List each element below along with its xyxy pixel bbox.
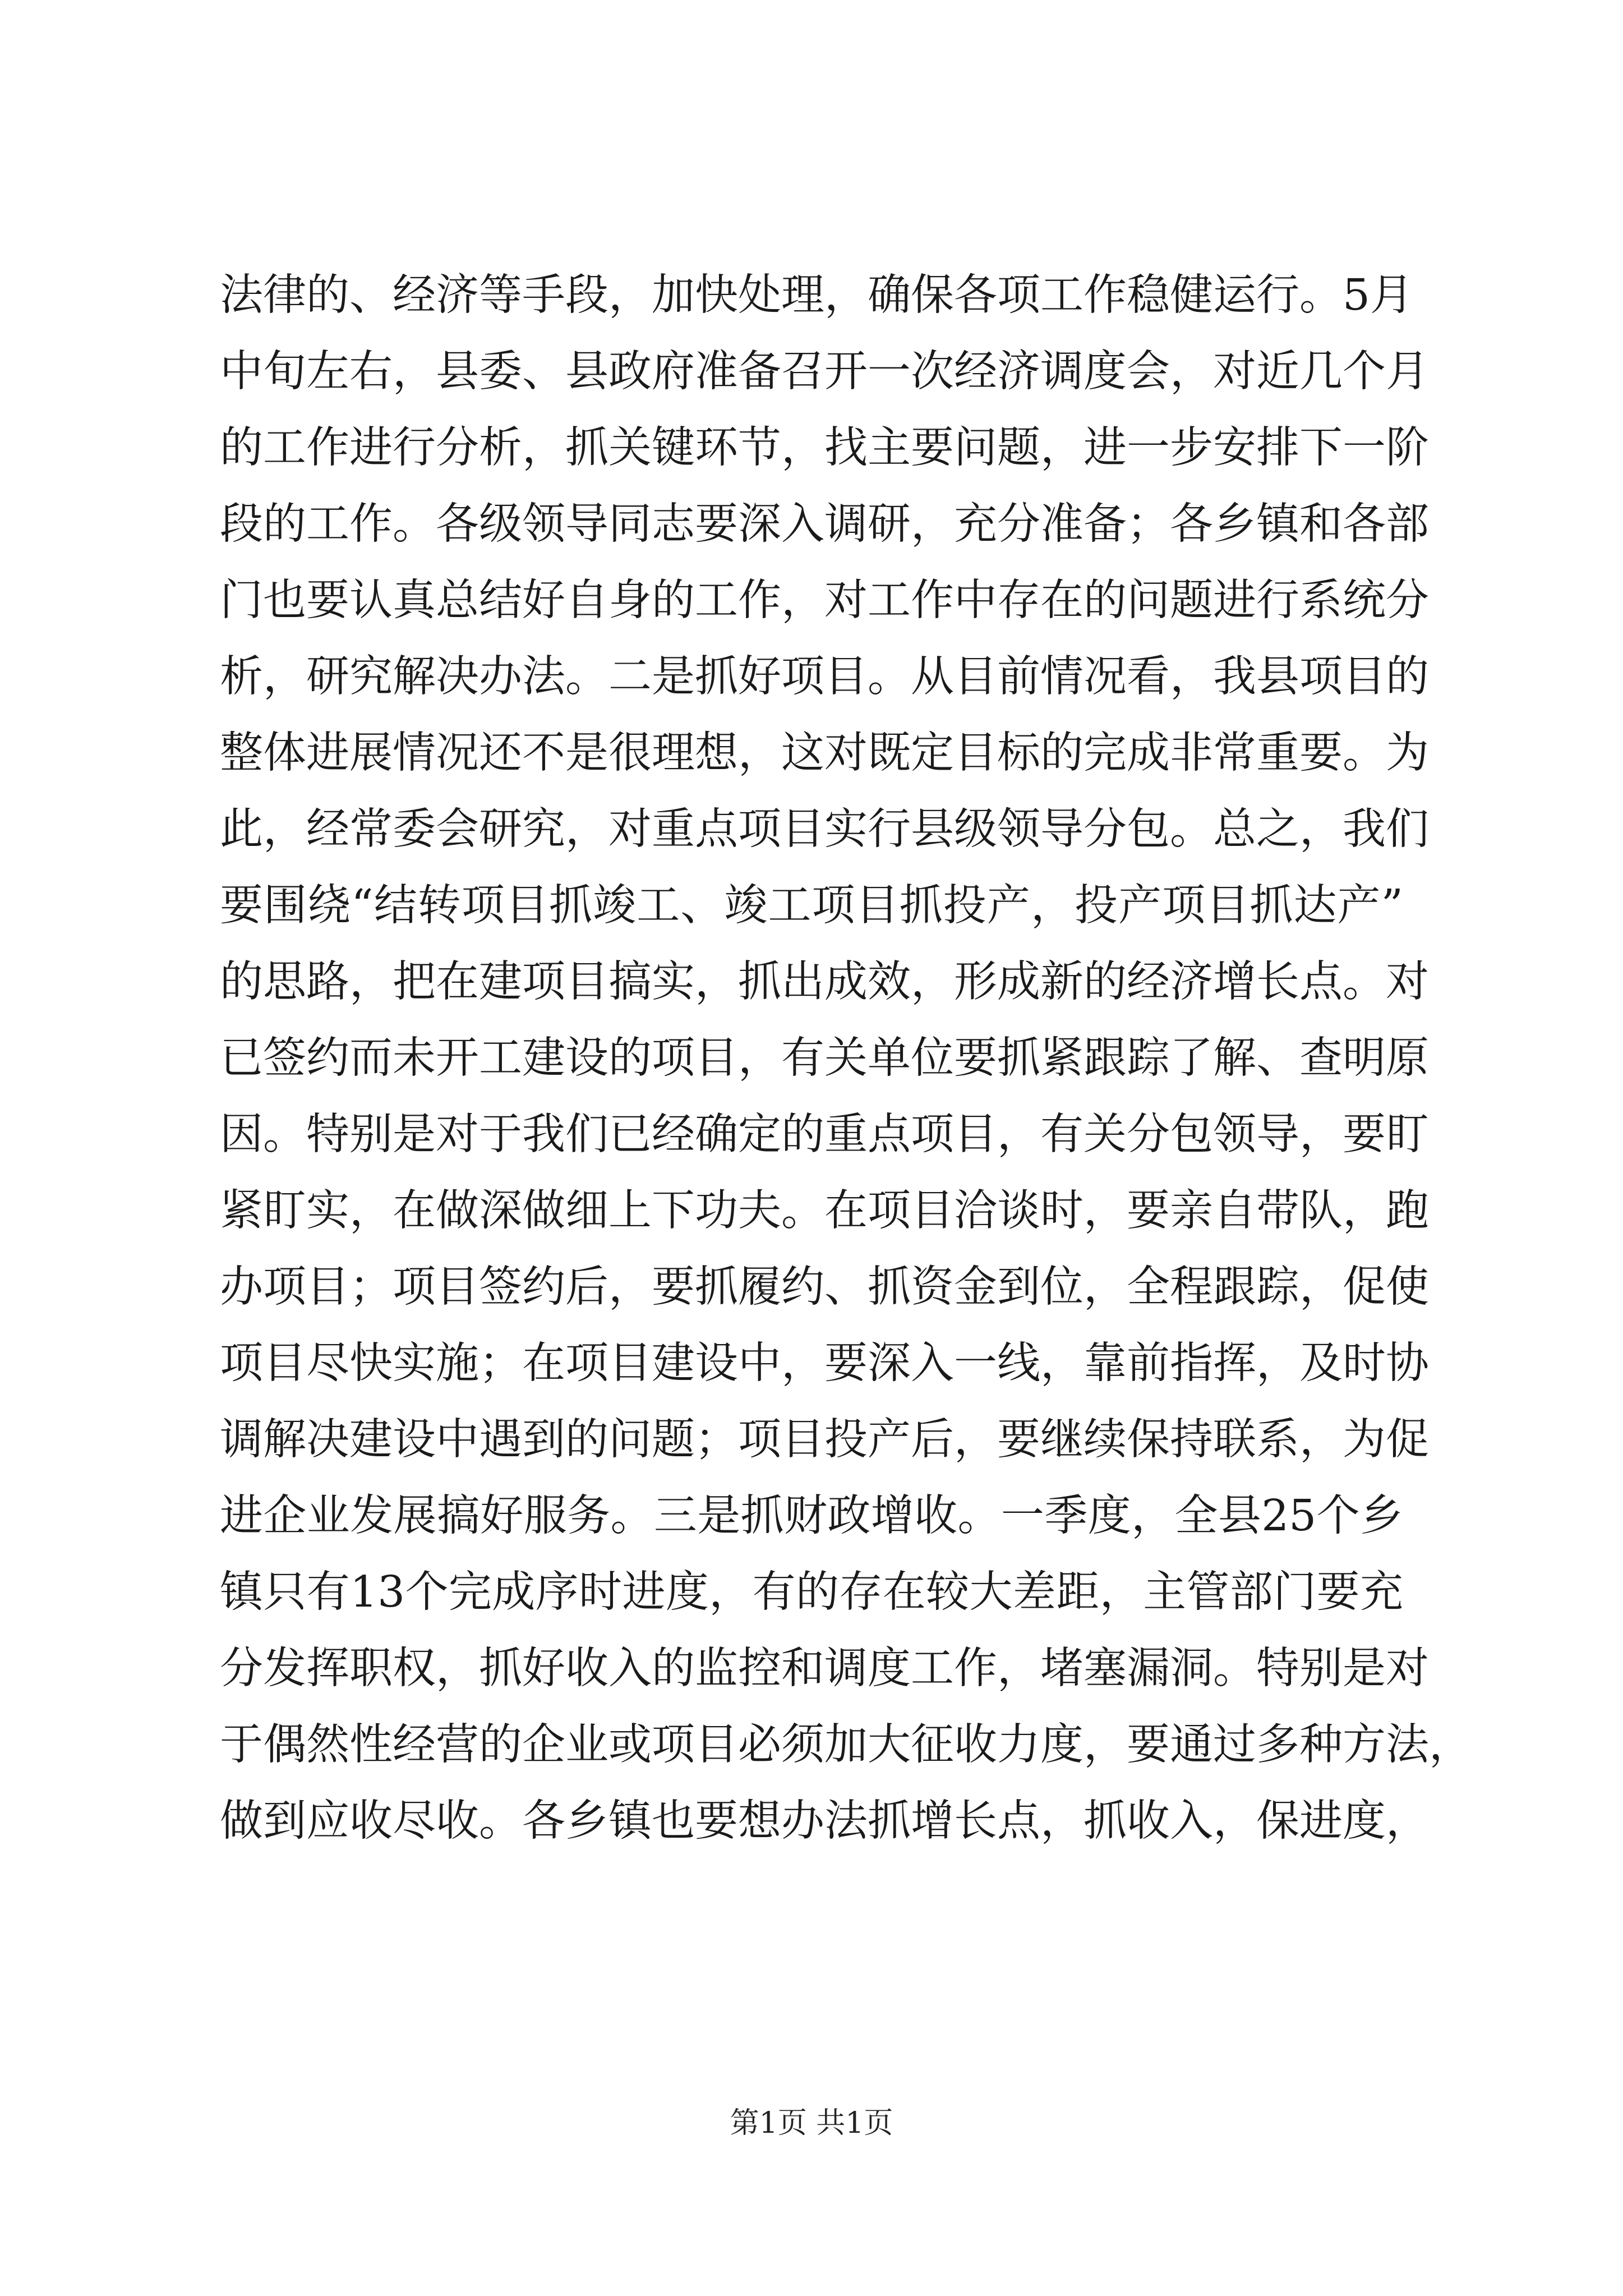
text-line: 段的工作。各级领导同志要深入调研，充分准备；各乡镇和各部 (220, 499, 1429, 549)
text-line: 于偶然性经营的企业或项目必须加大征收力度，要通过多种方法， (220, 1720, 1472, 1770)
text-line: 此，经常委会研究，对重点项目实行县级领导分包。总之，我们 (220, 804, 1429, 854)
text-line: 调解决建设中遇到的问题；项目投产后，要继续保持联系，为促 (220, 1415, 1429, 1465)
text-line: 做到应收尽收。各乡镇也要想办法抓增长点，抓收入，保进度， (220, 1796, 1429, 1846)
text-line: 法律的、经济等手段，加快处理，确保各项工作稳健运行。5月 (220, 270, 1413, 320)
text-line: 因。特别是对于我们已经确定的重点项目，有关分包领导，要盯 (220, 1110, 1429, 1159)
text-line: 析，研究解决办法。二是抓好项目。从目前情况看，我县项目的 (220, 652, 1429, 702)
text-line: 分发挥职权，抓好收入的监控和调度工作，堵塞漏洞。特别是对 (220, 1644, 1429, 1694)
page-footer: 第1页 共1页 (730, 2106, 893, 2140)
text-line: 的思路，把在建项目搞实，抓出成效，形成新的经济增长点。对 (220, 957, 1429, 1007)
text-line: 要围绕“结转项目抓竣工、竣工项目抓投产，投产项目抓达产” (220, 881, 1403, 931)
text-line: 紧盯实，在做深做细上下功夫。在项目洽谈时，要亲自带队，跑 (220, 1186, 1429, 1236)
text-line: 门也要认真总结好自身的工作，对工作中存在的问题进行系统分 (220, 576, 1429, 625)
text-line: 办项目；项目签约后，要抓履约、抓资金到位，全程跟踪，促使 (220, 1262, 1429, 1312)
text-line: 已签约而未开工建设的项目，有关单位要抓紧跟踪了解、查明原 (220, 1033, 1429, 1083)
text-line: 进企业发展搞好服务。三是抓财政增收。一季度，全县25个乡 (220, 1491, 1403, 1541)
text-line: 整体进展情况还不是很理想，这对既定目标的完成非常重要。为 (220, 728, 1429, 778)
text-line: 项目尽快实施；在项目建设中，要深入一线，靠前指挥，及时协 (220, 1338, 1429, 1388)
text-line: 中旬左右，县委、县政府准备召开一次经济调度会，对近几个月 (220, 347, 1429, 397)
text-line: 镇只有13个完成序时进度，有的存在较大差距，主管部门要充 (220, 1567, 1403, 1617)
body-text (220, 257, 1472, 1860)
text-line: 的工作进行分析，抓关键环节，找主要问题，进一步安排下一阶 (220, 423, 1429, 473)
